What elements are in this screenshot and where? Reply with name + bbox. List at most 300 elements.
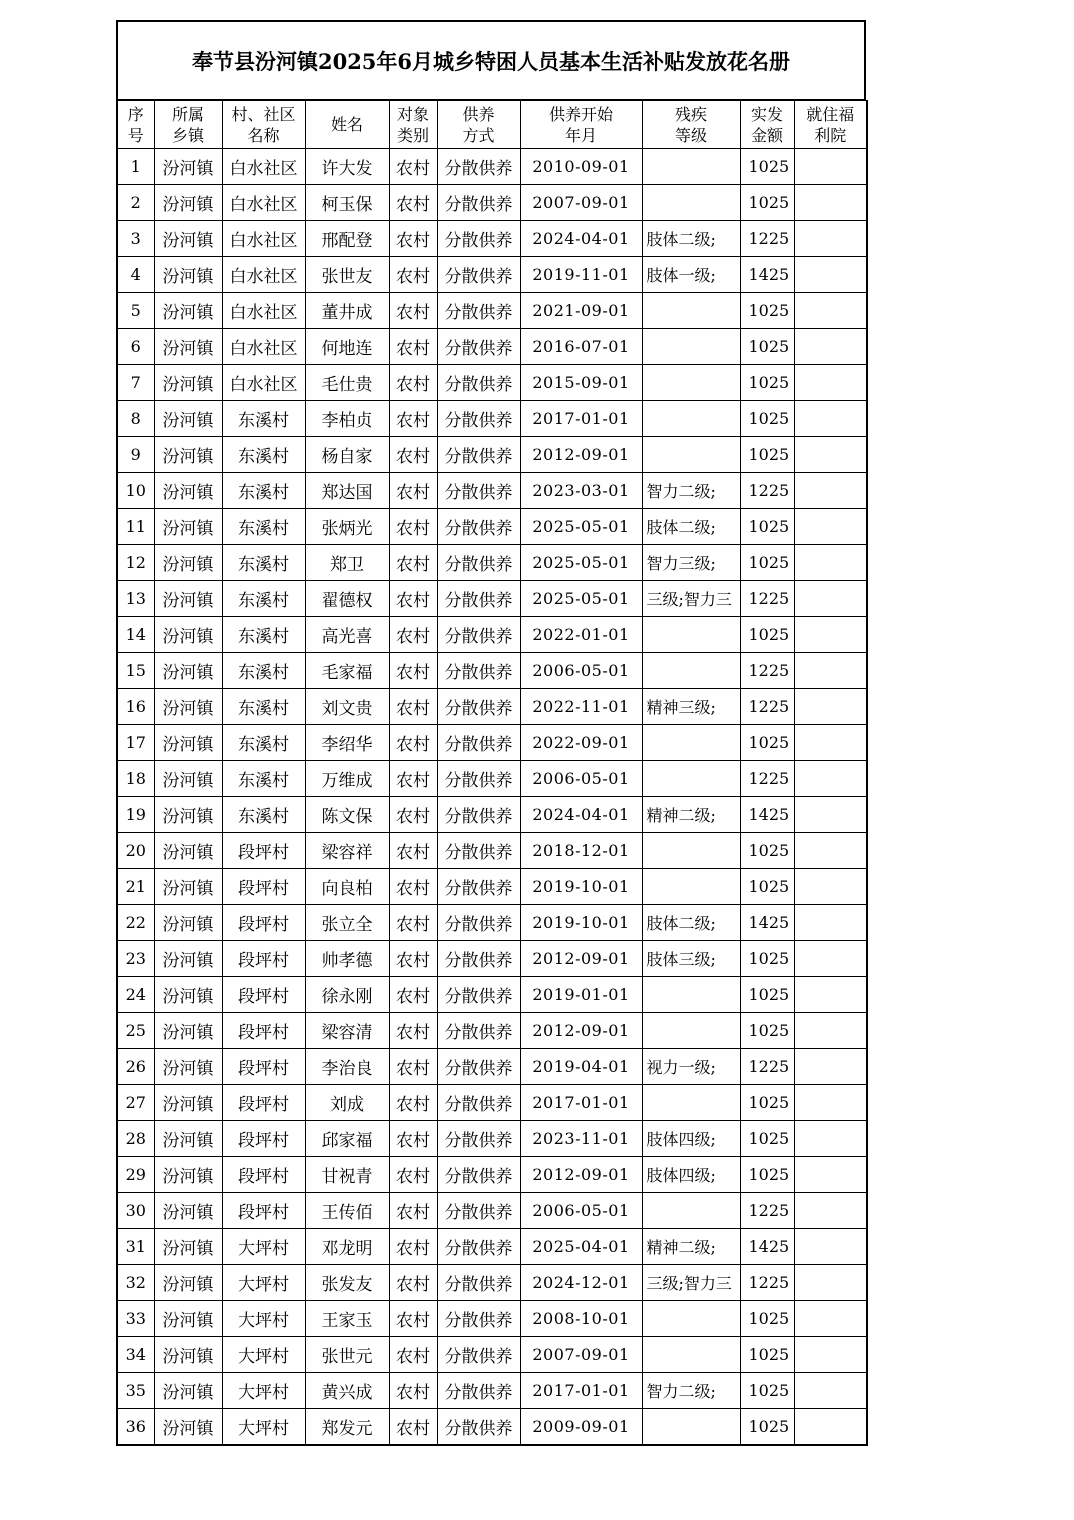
cell-town: 汾河镇 bbox=[154, 1013, 222, 1049]
cell-town: 汾河镇 bbox=[154, 1229, 222, 1265]
cell-start-date: 2022-09-01 bbox=[520, 725, 642, 761]
cell-village: 段坪村 bbox=[222, 1193, 305, 1229]
cell-support-mode: 分散供养 bbox=[437, 977, 520, 1013]
table-row bbox=[117, 617, 867, 653]
cell-category: 农村 bbox=[389, 1049, 437, 1085]
cell-disability bbox=[642, 185, 740, 221]
cell-village: 大坪村 bbox=[222, 1337, 305, 1373]
cell-index: 3 bbox=[117, 221, 154, 257]
header-category: 对象 类别 bbox=[389, 101, 437, 149]
cell-category: 农村 bbox=[389, 1013, 437, 1049]
cell-category: 农村 bbox=[389, 221, 437, 257]
cell-start-date: 2019-10-01 bbox=[520, 905, 642, 941]
cell-welfare-home bbox=[794, 329, 867, 365]
cell-category: 农村 bbox=[389, 833, 437, 869]
cell-index: 34 bbox=[117, 1337, 154, 1373]
cell-index: 9 bbox=[117, 437, 154, 473]
table-row bbox=[117, 1193, 867, 1229]
cell-support-mode: 分散供养 bbox=[437, 293, 520, 329]
cell-support-mode: 分散供养 bbox=[437, 1337, 520, 1373]
cell-disability: 三级;智力三 bbox=[642, 581, 740, 617]
cell-support-mode: 分散供养 bbox=[437, 1409, 520, 1446]
cell-name: 张立全 bbox=[305, 905, 389, 941]
cell-support-mode: 分散供养 bbox=[437, 365, 520, 401]
cell-category: 农村 bbox=[389, 329, 437, 365]
cell-town: 汾河镇 bbox=[154, 221, 222, 257]
cell-village: 段坪村 bbox=[222, 977, 305, 1013]
table-row bbox=[117, 1013, 867, 1049]
cell-name: 张世友 bbox=[305, 257, 389, 293]
cell-index: 21 bbox=[117, 869, 154, 905]
cell-town: 汾河镇 bbox=[154, 1193, 222, 1229]
cell-village: 白水社区 bbox=[222, 257, 305, 293]
cell-village: 大坪村 bbox=[222, 1373, 305, 1409]
cell-town: 汾河镇 bbox=[154, 293, 222, 329]
cell-disability bbox=[642, 293, 740, 329]
cell-category: 农村 bbox=[389, 1193, 437, 1229]
cell-support-mode: 分散供养 bbox=[437, 1121, 520, 1157]
header-row bbox=[117, 101, 867, 149]
cell-welfare-home bbox=[794, 149, 867, 185]
cell-name: 高光喜 bbox=[305, 617, 389, 653]
cell-start-date: 2012-09-01 bbox=[520, 1013, 642, 1049]
cell-name: 向良柏 bbox=[305, 869, 389, 905]
cell-village: 大坪村 bbox=[222, 1229, 305, 1265]
cell-amount: 1025 bbox=[740, 401, 794, 437]
cell-village: 东溪村 bbox=[222, 617, 305, 653]
cell-amount: 1425 bbox=[740, 1229, 794, 1265]
cell-support-mode: 分散供养 bbox=[437, 437, 520, 473]
cell-index: 12 bbox=[117, 545, 154, 581]
roster-body bbox=[117, 149, 867, 1446]
cell-index: 26 bbox=[117, 1049, 154, 1085]
header-town: 所属 乡镇 bbox=[154, 101, 222, 149]
table-row bbox=[117, 509, 867, 545]
cell-name: 梁容祥 bbox=[305, 833, 389, 869]
table-row bbox=[117, 725, 867, 761]
cell-index: 35 bbox=[117, 1373, 154, 1409]
cell-name: 李治良 bbox=[305, 1049, 389, 1085]
cell-index: 36 bbox=[117, 1409, 154, 1446]
cell-town: 汾河镇 bbox=[154, 365, 222, 401]
cell-support-mode: 分散供养 bbox=[437, 545, 520, 581]
cell-start-date: 2007-09-01 bbox=[520, 1337, 642, 1373]
cell-welfare-home bbox=[794, 869, 867, 905]
cell-disability: 精神三级; bbox=[642, 689, 740, 725]
cell-category: 农村 bbox=[389, 257, 437, 293]
cell-category: 农村 bbox=[389, 473, 437, 509]
cell-support-mode: 分散供养 bbox=[437, 1373, 520, 1409]
table-row bbox=[117, 293, 867, 329]
cell-disability bbox=[642, 977, 740, 1013]
document-title: 奉节县汾河镇2025年6月城乡特困人员基本生活补贴发放花名册 bbox=[116, 20, 866, 100]
cell-town: 汾河镇 bbox=[154, 1085, 222, 1121]
cell-start-date: 2023-11-01 bbox=[520, 1121, 642, 1157]
header-amount: 实发 金额 bbox=[740, 101, 794, 149]
table-row bbox=[117, 1337, 867, 1373]
cell-name: 张发友 bbox=[305, 1265, 389, 1301]
cell-disability: 视力一级; bbox=[642, 1049, 740, 1085]
cell-town: 汾河镇 bbox=[154, 1337, 222, 1373]
header-welfare-home: 就住福 利院 bbox=[794, 101, 867, 149]
cell-amount: 1025 bbox=[740, 1013, 794, 1049]
cell-welfare-home bbox=[794, 581, 867, 617]
header-village: 村、社区 名称 bbox=[222, 101, 305, 149]
cell-category: 农村 bbox=[389, 617, 437, 653]
cell-town: 汾河镇 bbox=[154, 149, 222, 185]
table-row bbox=[117, 653, 867, 689]
cell-index: 28 bbox=[117, 1121, 154, 1157]
cell-name: 毛仕贵 bbox=[305, 365, 389, 401]
cell-support-mode: 分散供养 bbox=[437, 329, 520, 365]
cell-category: 农村 bbox=[389, 1157, 437, 1193]
cell-amount: 1025 bbox=[740, 833, 794, 869]
cell-village: 东溪村 bbox=[222, 473, 305, 509]
cell-category: 农村 bbox=[389, 581, 437, 617]
cell-support-mode: 分散供养 bbox=[437, 761, 520, 797]
cell-name: 李柏贞 bbox=[305, 401, 389, 437]
cell-town: 汾河镇 bbox=[154, 1157, 222, 1193]
cell-category: 农村 bbox=[389, 149, 437, 185]
cell-start-date: 2012-09-01 bbox=[520, 437, 642, 473]
cell-welfare-home bbox=[794, 1373, 867, 1409]
cell-amount: 1025 bbox=[740, 1085, 794, 1121]
cell-support-mode: 分散供养 bbox=[437, 401, 520, 437]
cell-welfare-home bbox=[794, 617, 867, 653]
cell-disability: 智力二级; bbox=[642, 1373, 740, 1409]
roster-table bbox=[116, 100, 868, 1446]
cell-amount: 1025 bbox=[740, 329, 794, 365]
cell-start-date: 2023-03-01 bbox=[520, 473, 642, 509]
cell-category: 农村 bbox=[389, 653, 437, 689]
cell-category: 农村 bbox=[389, 1373, 437, 1409]
cell-start-date: 2017-01-01 bbox=[520, 1085, 642, 1121]
cell-start-date: 2008-10-01 bbox=[520, 1301, 642, 1337]
table-row bbox=[117, 1157, 867, 1193]
cell-index: 1 bbox=[117, 149, 154, 185]
cell-support-mode: 分散供养 bbox=[437, 185, 520, 221]
cell-name: 翟德权 bbox=[305, 581, 389, 617]
cell-amount: 1025 bbox=[740, 545, 794, 581]
cell-start-date: 2006-05-01 bbox=[520, 653, 642, 689]
cell-category: 农村 bbox=[389, 185, 437, 221]
cell-index: 5 bbox=[117, 293, 154, 329]
table-row bbox=[117, 185, 867, 221]
table-row bbox=[117, 365, 867, 401]
cell-index: 7 bbox=[117, 365, 154, 401]
cell-disability: 肢体二级; bbox=[642, 221, 740, 257]
table-row bbox=[117, 1373, 867, 1409]
cell-name: 郑发元 bbox=[305, 1409, 389, 1446]
cell-support-mode: 分散供养 bbox=[437, 1229, 520, 1265]
cell-disability bbox=[642, 401, 740, 437]
cell-start-date: 2025-04-01 bbox=[520, 1229, 642, 1265]
cell-start-date: 2015-09-01 bbox=[520, 365, 642, 401]
cell-index: 4 bbox=[117, 257, 154, 293]
cell-index: 20 bbox=[117, 833, 154, 869]
cell-village: 段坪村 bbox=[222, 941, 305, 977]
cell-disability bbox=[642, 617, 740, 653]
cell-name: 董井成 bbox=[305, 293, 389, 329]
cell-amount: 1425 bbox=[740, 797, 794, 833]
cell-start-date: 2019-01-01 bbox=[520, 977, 642, 1013]
cell-start-date: 2016-07-01 bbox=[520, 329, 642, 365]
cell-name: 万维成 bbox=[305, 761, 389, 797]
cell-index: 13 bbox=[117, 581, 154, 617]
cell-support-mode: 分散供养 bbox=[437, 1085, 520, 1121]
cell-start-date: 2025-05-01 bbox=[520, 509, 642, 545]
cell-amount: 1425 bbox=[740, 257, 794, 293]
cell-support-mode: 分散供养 bbox=[437, 797, 520, 833]
table-row bbox=[117, 869, 867, 905]
cell-town: 汾河镇 bbox=[154, 941, 222, 977]
cell-amount: 1025 bbox=[740, 185, 794, 221]
header-start-date: 供养开始 年月 bbox=[520, 101, 642, 149]
cell-village: 白水社区 bbox=[222, 293, 305, 329]
cell-category: 农村 bbox=[389, 401, 437, 437]
header-disability: 残疾 等级 bbox=[642, 101, 740, 149]
cell-disability: 肢体二级; bbox=[642, 905, 740, 941]
cell-welfare-home bbox=[794, 977, 867, 1013]
cell-index: 24 bbox=[117, 977, 154, 1013]
cell-town: 汾河镇 bbox=[154, 869, 222, 905]
cell-index: 19 bbox=[117, 797, 154, 833]
cell-category: 农村 bbox=[389, 1301, 437, 1337]
cell-disability: 肢体四级; bbox=[642, 1121, 740, 1157]
cell-village: 段坪村 bbox=[222, 905, 305, 941]
cell-amount: 1025 bbox=[740, 1409, 794, 1446]
cell-amount: 1025 bbox=[740, 1337, 794, 1373]
cell-name: 王家玉 bbox=[305, 1301, 389, 1337]
cell-welfare-home bbox=[794, 1229, 867, 1265]
cell-disability: 智力三级; bbox=[642, 545, 740, 581]
cell-welfare-home bbox=[794, 1157, 867, 1193]
cell-index: 8 bbox=[117, 401, 154, 437]
table-row bbox=[117, 761, 867, 797]
table-row bbox=[117, 1121, 867, 1157]
table-row bbox=[117, 581, 867, 617]
cell-index: 27 bbox=[117, 1085, 154, 1121]
cell-village: 白水社区 bbox=[222, 185, 305, 221]
table-row bbox=[117, 941, 867, 977]
cell-disability bbox=[642, 869, 740, 905]
cell-name: 甘祝青 bbox=[305, 1157, 389, 1193]
table-row bbox=[117, 1085, 867, 1121]
cell-name: 何地连 bbox=[305, 329, 389, 365]
header-support-mode: 供养 方式 bbox=[437, 101, 520, 149]
header-name: 姓名 bbox=[305, 101, 389, 149]
cell-name: 邓龙明 bbox=[305, 1229, 389, 1265]
cell-disability: 肢体四级; bbox=[642, 1157, 740, 1193]
cell-welfare-home bbox=[794, 653, 867, 689]
cell-village: 白水社区 bbox=[222, 149, 305, 185]
cell-welfare-home bbox=[794, 905, 867, 941]
cell-index: 22 bbox=[117, 905, 154, 941]
cell-support-mode: 分散供养 bbox=[437, 869, 520, 905]
cell-amount: 1225 bbox=[740, 761, 794, 797]
cell-town: 汾河镇 bbox=[154, 1265, 222, 1301]
cell-disability bbox=[642, 1193, 740, 1229]
cell-village: 段坪村 bbox=[222, 1013, 305, 1049]
table-row bbox=[117, 149, 867, 185]
cell-disability: 精神二级; bbox=[642, 1229, 740, 1265]
table-row bbox=[117, 1265, 867, 1301]
cell-welfare-home bbox=[794, 437, 867, 473]
cell-support-mode: 分散供养 bbox=[437, 149, 520, 185]
cell-disability: 肢体一级; bbox=[642, 257, 740, 293]
cell-name: 郑卫 bbox=[305, 545, 389, 581]
cell-village: 东溪村 bbox=[222, 509, 305, 545]
cell-category: 农村 bbox=[389, 1121, 437, 1157]
cell-amount: 1025 bbox=[740, 1121, 794, 1157]
cell-town: 汾河镇 bbox=[154, 617, 222, 653]
cell-amount: 1225 bbox=[740, 221, 794, 257]
cell-disability bbox=[642, 1301, 740, 1337]
cell-welfare-home bbox=[794, 401, 867, 437]
cell-start-date: 2010-09-01 bbox=[520, 149, 642, 185]
cell-support-mode: 分散供养 bbox=[437, 509, 520, 545]
cell-category: 农村 bbox=[389, 1229, 437, 1265]
cell-support-mode: 分散供养 bbox=[437, 725, 520, 761]
cell-category: 农村 bbox=[389, 869, 437, 905]
cell-support-mode: 分散供养 bbox=[437, 1049, 520, 1085]
cell-disability bbox=[642, 329, 740, 365]
cell-index: 2 bbox=[117, 185, 154, 221]
cell-name: 柯玉保 bbox=[305, 185, 389, 221]
cell-welfare-home bbox=[794, 1409, 867, 1446]
cell-village: 东溪村 bbox=[222, 797, 305, 833]
cell-index: 10 bbox=[117, 473, 154, 509]
cell-category: 农村 bbox=[389, 1085, 437, 1121]
cell-welfare-home bbox=[794, 1337, 867, 1373]
cell-name: 邢配登 bbox=[305, 221, 389, 257]
cell-index: 11 bbox=[117, 509, 154, 545]
table-row bbox=[117, 905, 867, 941]
cell-welfare-home bbox=[794, 1265, 867, 1301]
cell-name: 邱家福 bbox=[305, 1121, 389, 1157]
cell-category: 农村 bbox=[389, 725, 437, 761]
cell-welfare-home bbox=[794, 365, 867, 401]
cell-name: 张世元 bbox=[305, 1337, 389, 1373]
cell-town: 汾河镇 bbox=[154, 653, 222, 689]
cell-name: 杨自家 bbox=[305, 437, 389, 473]
cell-support-mode: 分散供养 bbox=[437, 833, 520, 869]
table-row bbox=[117, 977, 867, 1013]
cell-welfare-home bbox=[794, 761, 867, 797]
cell-amount: 1025 bbox=[740, 149, 794, 185]
cell-support-mode: 分散供养 bbox=[437, 257, 520, 293]
table-row bbox=[117, 329, 867, 365]
cell-welfare-home bbox=[794, 725, 867, 761]
cell-village: 东溪村 bbox=[222, 725, 305, 761]
cell-amount: 1025 bbox=[740, 437, 794, 473]
table-row bbox=[117, 437, 867, 473]
cell-welfare-home bbox=[794, 833, 867, 869]
cell-welfare-home bbox=[794, 221, 867, 257]
cell-town: 汾河镇 bbox=[154, 1049, 222, 1085]
cell-start-date: 2022-01-01 bbox=[520, 617, 642, 653]
header-index: 序 号 bbox=[117, 101, 154, 149]
cell-welfare-home bbox=[794, 1121, 867, 1157]
cell-support-mode: 分散供养 bbox=[437, 617, 520, 653]
cell-town: 汾河镇 bbox=[154, 1121, 222, 1157]
cell-category: 农村 bbox=[389, 1265, 437, 1301]
cell-disability: 三级;智力三 bbox=[642, 1265, 740, 1301]
cell-village: 白水社区 bbox=[222, 329, 305, 365]
cell-name: 帅孝德 bbox=[305, 941, 389, 977]
cell-amount: 1025 bbox=[740, 869, 794, 905]
cell-start-date: 2006-05-01 bbox=[520, 1193, 642, 1229]
cell-disability bbox=[642, 437, 740, 473]
cell-welfare-home bbox=[794, 185, 867, 221]
cell-disability: 智力二级; bbox=[642, 473, 740, 509]
cell-village: 白水社区 bbox=[222, 221, 305, 257]
cell-index: 29 bbox=[117, 1157, 154, 1193]
cell-index: 23 bbox=[117, 941, 154, 977]
cell-name: 刘文贵 bbox=[305, 689, 389, 725]
cell-category: 农村 bbox=[389, 905, 437, 941]
cell-category: 农村 bbox=[389, 365, 437, 401]
cell-town: 汾河镇 bbox=[154, 905, 222, 941]
cell-support-mode: 分散供养 bbox=[437, 1265, 520, 1301]
cell-village: 段坪村 bbox=[222, 1121, 305, 1157]
cell-amount: 1025 bbox=[740, 1373, 794, 1409]
cell-start-date: 2017-01-01 bbox=[520, 401, 642, 437]
cell-amount: 1025 bbox=[740, 977, 794, 1013]
cell-category: 农村 bbox=[389, 797, 437, 833]
table-row bbox=[117, 1229, 867, 1265]
cell-village: 段坪村 bbox=[222, 833, 305, 869]
cell-amount: 1025 bbox=[740, 617, 794, 653]
cell-category: 农村 bbox=[389, 1337, 437, 1373]
cell-amount: 1225 bbox=[740, 689, 794, 725]
cell-welfare-home bbox=[794, 1013, 867, 1049]
cell-index: 15 bbox=[117, 653, 154, 689]
cell-name: 梁容清 bbox=[305, 1013, 389, 1049]
cell-village: 东溪村 bbox=[222, 437, 305, 473]
cell-welfare-home bbox=[794, 257, 867, 293]
cell-town: 汾河镇 bbox=[154, 437, 222, 473]
cell-category: 农村 bbox=[389, 761, 437, 797]
cell-town: 汾河镇 bbox=[154, 725, 222, 761]
cell-support-mode: 分散供养 bbox=[437, 941, 520, 977]
cell-support-mode: 分散供养 bbox=[437, 905, 520, 941]
cell-start-date: 2024-04-01 bbox=[520, 797, 642, 833]
cell-village: 大坪村 bbox=[222, 1409, 305, 1446]
cell-start-date: 2012-09-01 bbox=[520, 1157, 642, 1193]
cell-disability: 肢体二级; bbox=[642, 509, 740, 545]
cell-category: 农村 bbox=[389, 545, 437, 581]
cell-start-date: 2019-11-01 bbox=[520, 257, 642, 293]
cell-amount: 1225 bbox=[740, 1193, 794, 1229]
cell-town: 汾河镇 bbox=[154, 185, 222, 221]
cell-name: 徐永刚 bbox=[305, 977, 389, 1013]
cell-amount: 1025 bbox=[740, 509, 794, 545]
cell-disability bbox=[642, 1013, 740, 1049]
cell-village: 东溪村 bbox=[222, 545, 305, 581]
cell-index: 30 bbox=[117, 1193, 154, 1229]
cell-start-date: 2021-09-01 bbox=[520, 293, 642, 329]
table-row bbox=[117, 689, 867, 725]
cell-disability: 肢体三级; bbox=[642, 941, 740, 977]
cell-welfare-home bbox=[794, 293, 867, 329]
cell-start-date: 2024-04-01 bbox=[520, 221, 642, 257]
cell-amount: 1225 bbox=[740, 581, 794, 617]
cell-disability bbox=[642, 761, 740, 797]
cell-index: 32 bbox=[117, 1265, 154, 1301]
cell-disability bbox=[642, 725, 740, 761]
cell-town: 汾河镇 bbox=[154, 509, 222, 545]
